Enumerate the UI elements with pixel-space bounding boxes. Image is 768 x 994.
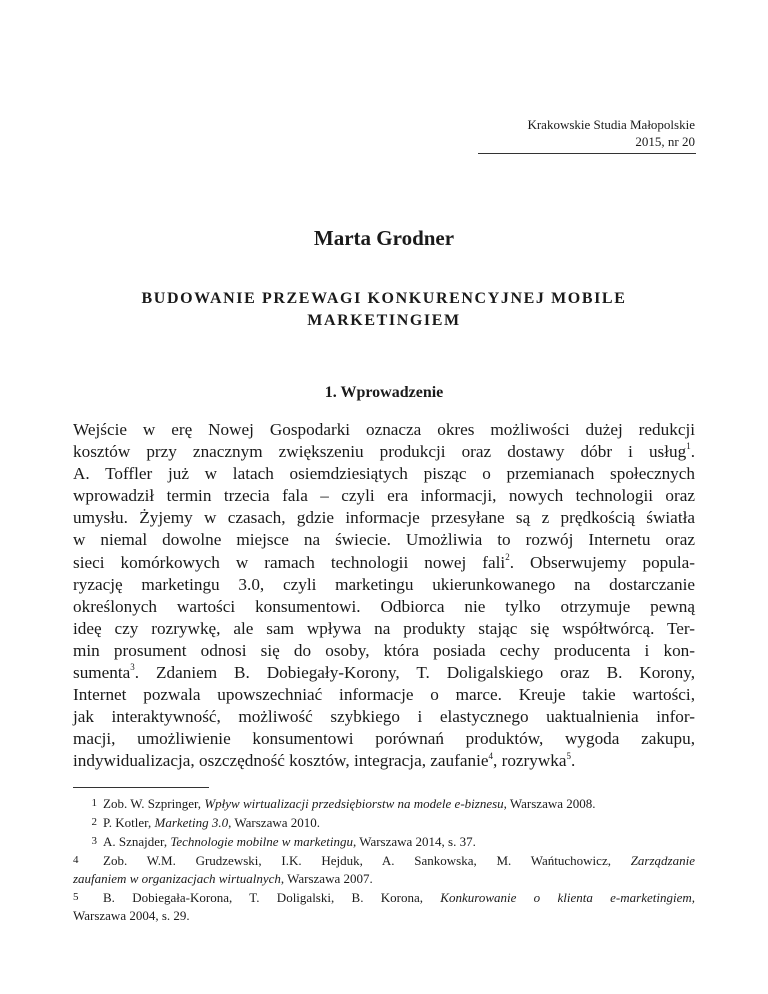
footnote-ref: 2 — [505, 551, 510, 562]
footnote: 1 Zob. W. Szpringer, Wpływ wirtualizacji przedsiębiorstw na modele e-biznesu, Warszawa 2008. — [91, 796, 596, 811]
body-line: Internet pozwala upowszechniać informacje o marce. Kreuje takie wartości, — [73, 685, 695, 705]
footnote: 2 P. Kotler, Marketing 3.0, Warszawa 2010. — [91, 815, 320, 830]
body-line: ryzację marketingu 3.0, czyli marketingu ukierunkowanego na dostarczanie — [73, 574, 695, 594]
article-title — [73, 288, 695, 332]
body-line: sieci komórkowych w ramach technologii nowej fali$^2$. Obserwujemy popula- — [73, 551, 695, 572]
footnote-continuation: zaufaniem w organizacjach wirtualnych, Warszawa 2007. — [73, 871, 373, 886]
body-line: określonych wartości konsumentowi. Odbiorca nie tylko otrzymuje pewną — [73, 596, 695, 616]
footnote-ref: 5 — [566, 750, 571, 761]
footnote: 3 A. Sznajder, Technologie mobilne w marketingu, Warszawa 2014, s. 37. — [91, 834, 476, 849]
title-line-2: MARKETINGIEM — [307, 312, 461, 329]
body-line: jak interaktywność, możliwość szybkiego i elastycznego uaktualnienia infor- — [73, 707, 695, 727]
body-line: A. Toffler już w latach osiemdziesiątych pisząc o przemianach społecznych — [73, 464, 695, 484]
author-name: Marta Grodner — [313, 226, 455, 250]
body-line: indywidualizacja, oszczędność kosztów, integracja, zaufanie$^4$, rozrywka$^5$. — [73, 750, 576, 771]
journal-issue: 2015, nr 20 — [635, 134, 695, 149]
footnote: 5 B. Dobiegała-Korona, T. Doligalski, B. Korona, Konkurowanie o klienta e-marketingiem, — [73, 890, 695, 905]
body-paragraph — [73, 419, 695, 773]
body-line: min prosument odnosi się do osoby, która posiada cechy producenta i kon- — [73, 640, 695, 660]
journal-header — [527, 116, 695, 150]
footnote-ref: 3 — [130, 662, 135, 673]
title-line-1: BUDOWANIE PRZEWAGI KONKURENCYJNEJ MOBILE — [141, 290, 627, 307]
body-line: ideę czy rozrywkę, ale sam wpływa na produkty stając się współtwórcą. Ter- — [73, 618, 695, 638]
footnote-rule — [73, 787, 209, 788]
footnote-ref: 4 — [488, 750, 493, 761]
body-line: wprowadził termin trzecia fala – czyli era informacji, nowych technologii oraz — [73, 486, 695, 506]
body-line: umysłu. Żyjemy w czasach, gdzie informacje przesyłane są z prędkością światła — [73, 508, 695, 528]
body-line: kosztów przy znacznym zwiększeniu produkcji oraz dostawy dóbr i usług$^1$. — [73, 441, 695, 462]
footnote: 4 Zob. W.M. Grudzewski, I.K. Hejduk, A. Sankowska, M. Wańtuchowicz, Zarządzanie — [73, 853, 695, 868]
footnote-ref: 1 — [686, 441, 691, 452]
footnotes — [73, 794, 695, 925]
journal-name: Krakowskie Studia Małopolskie — [527, 117, 695, 132]
body-line: w niemal dowolne miejsce na świecie. Umożliwia to rozwój Internetu oraz — [73, 530, 695, 550]
header-rule — [478, 153, 696, 154]
body-line: Wejście w erę Nowej Gospodarki oznacza okres możliwości dużej redukcji — [73, 420, 695, 439]
body-line: sumenta$^3$. Zdaniem B. Dobiegały-Korony, T. Doligalskiego oraz B. Korony, — [73, 662, 695, 683]
body-line: macji, umożliwienie konsumentowi porównań produktów, wygoda zakupu, — [73, 729, 695, 749]
section-heading: 1. Wprowadzenie — [324, 384, 444, 401]
footnote-continuation: Warszawa 2004, s. 29. — [73, 908, 190, 923]
